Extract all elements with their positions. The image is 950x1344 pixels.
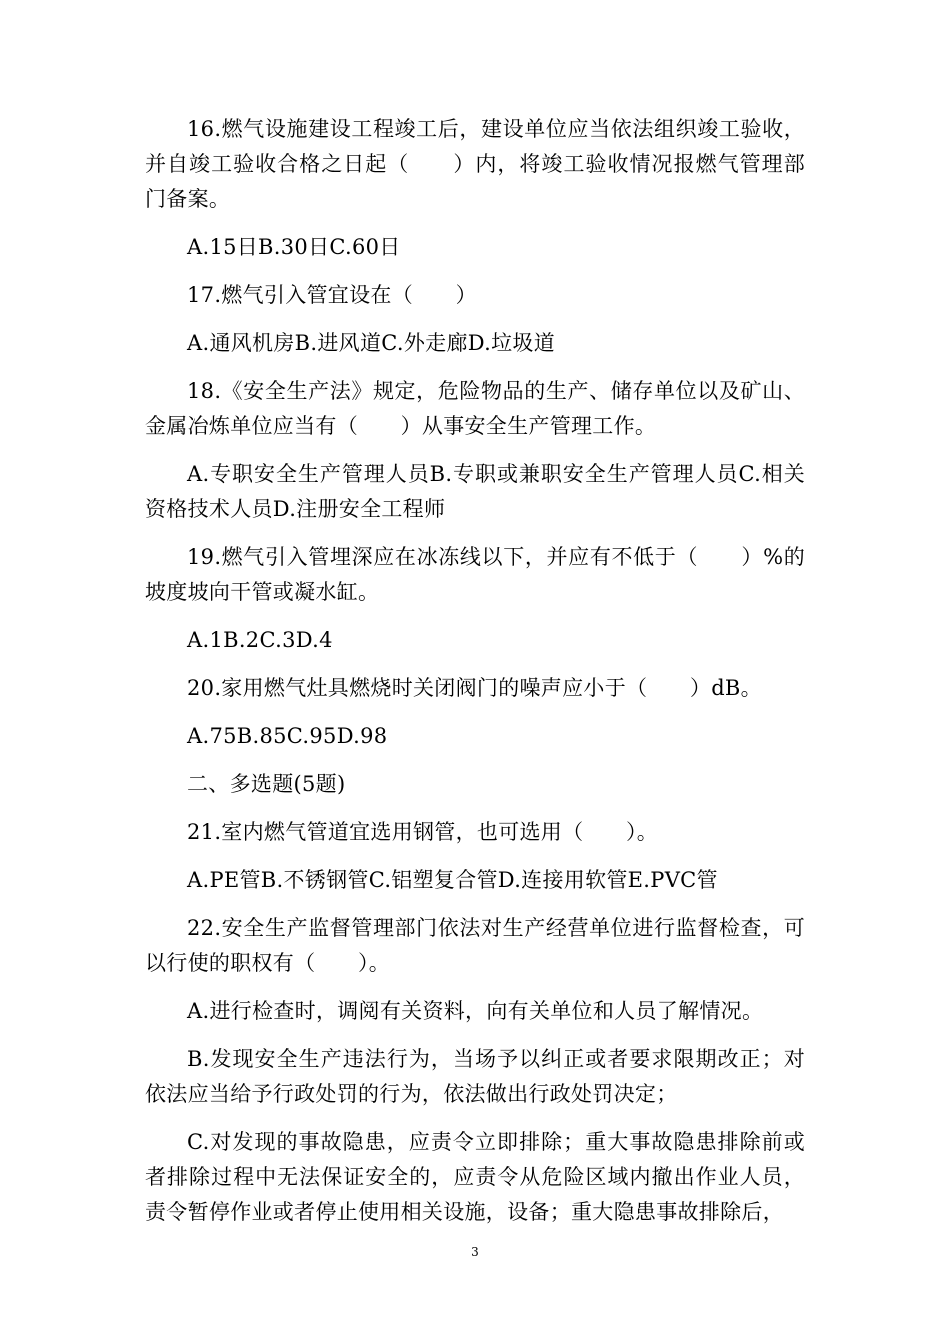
page-content xyxy=(145,112,805,1243)
question-19-options: A.1B.2C.3D.4 xyxy=(187,628,333,652)
question-22-option-b: B.发现安全生产违法行为，当场予以纠正或者要求限期改正；对依法应当给予行政处罚的行为，依法做出行政处罚决定； xyxy=(145,1047,805,1106)
question-22-option-a: A.进行检查时，调阅有关资料，向有关单位和人员了解情况。 xyxy=(187,999,764,1023)
question-17-stem: 17.燃气引入管宜设在（ ） xyxy=(187,283,477,307)
question-18-stem: 18.《安全生产法》规定，危险物品的生产、储存单位以及矿山、金属冶炼单位应当有（ ）从事安全生产管理工作。 xyxy=(145,379,805,438)
question-20-stem: 20.家用燃气灶具燃烧时关闭阀门的噪声应小于（ ）dB。 xyxy=(187,676,762,700)
question-16-stem: 16.燃气设施建设工程竣工后，建设单位应当依法组织竣工验收，并自竣工验收合格之日起（ ）内，将竣工验收情况报燃气管理部门备案。 xyxy=(145,117,805,211)
page-number: 3 xyxy=(471,1245,479,1259)
question-16-options: A.15日B.30日C.60日 xyxy=(187,235,401,259)
question-22-option-c: C.对发现的事故隐患，应责令立即排除；重大事故隐患排除前或者排除过程中无法保证安全的，应责令从危险区域内撤出作业人员，责令暂停作业或者停止使用相关设施，设备；重大隐患事故排除后， xyxy=(145,1130,805,1224)
question-21-options: A.PE管B.不锈钢管C.铝塑复合管D.连接用软管E.PVC管 xyxy=(187,868,718,892)
section-heading-multiple-choice: 二、多选题(5题) xyxy=(187,772,346,796)
question-22-stem: 22.安全生产监督管理部门依法对生产经营单位进行监督检查，可以行使的职权有（ ）。 xyxy=(145,916,805,975)
question-21-stem: 21.室内燃气管道宜选用钢管，也可选用（ ）。 xyxy=(187,820,659,844)
question-19-stem: 19.燃气引入管埋深应在冰冻线以下，并应有不低于（ ）%的坡度坡向干管或凝水缸。 xyxy=(145,545,805,604)
question-17-options: A.通风机房B.进风道C.外走廊D.垃圾道 xyxy=(187,331,556,355)
question-20-options: A.75B.85C.95D.98 xyxy=(187,724,388,748)
question-18-options: A.专职安全生产管理人员B.专职或兼职安全生产管理人员C.相关资格技术人员D.注册安全工程师 xyxy=(145,462,805,521)
